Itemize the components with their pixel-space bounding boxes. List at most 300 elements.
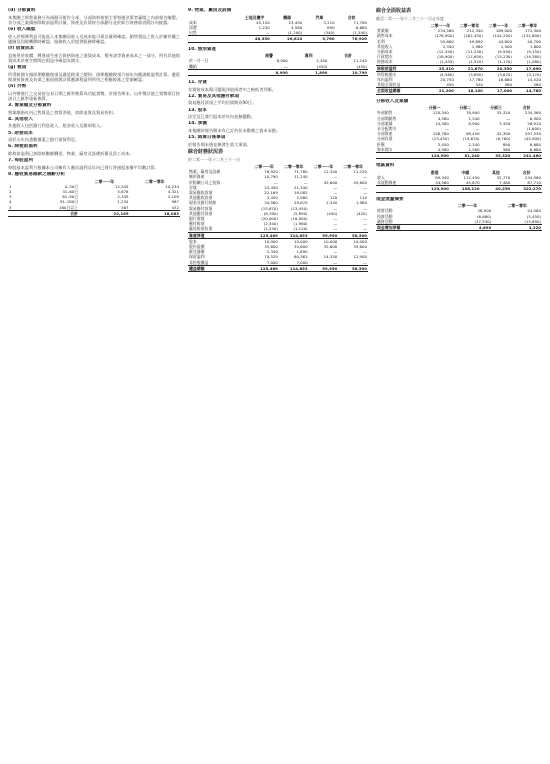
table-total-row (188, 69, 368, 75)
cell-value: 1,600 (529, 43, 541, 49)
section-heading: (f) 借貸成本 (8, 46, 35, 51)
cell-value: 1,890 (296, 249, 308, 255)
section-heading: 3. 營業額及分部資料 (8, 103, 52, 108)
row-label: 1 (9, 183, 12, 189)
cell-value: 二零一零年 (343, 164, 363, 169)
cell-value: 二零一零年 (507, 203, 527, 209)
cell-value: (6,780) (496, 136, 511, 142)
section-heading: 12. 貿易及其他應付款項 (188, 93, 240, 99)
cell-value: 32,770 (496, 175, 511, 181)
cell-value: 17,690 (513, 65, 542, 71)
cell-value: (18,900) (437, 54, 454, 60)
section-heading: 6. 除稅前溢利 (8, 144, 38, 150)
cell-value: 二零一零年 (517, 23, 538, 28)
cell-value: — (475, 126, 480, 132)
cell-value: 45,600 (323, 179, 338, 185)
cell-value: 34,560 (435, 180, 449, 186)
cell-value: (450) (326, 210, 338, 216)
cell-value: 3,220 (492, 225, 542, 231)
cashflow-table-block (376, 197, 542, 232)
section-paragraph: 每股基本盈利乃根據本公司擁有人應佔溢利及年內已發行普通股加權平均數計算。 (8, 164, 159, 170)
cell-value: 70,529 (264, 254, 278, 260)
geographic-table-title: 地區資料 (376, 163, 395, 169)
row-label: 分部間銷售 (377, 115, 397, 121)
cell-value: 14,520 (527, 77, 541, 83)
cell-value: 17,040 (484, 88, 513, 94)
cell-value: 分部三 (490, 105, 502, 111)
cell-value: 123,900 (419, 186, 450, 192)
row-label: 分部負債 (377, 136, 393, 142)
income-statement-subtitle: 截至二零一一年十二月三十一日止年度 (376, 16, 444, 21)
cell-value: 172,300 (524, 28, 541, 34)
cell-value: 11,240 (353, 58, 367, 64)
cell-value: 商譽 (265, 53, 273, 59)
row-label: 融資活動 (377, 218, 393, 224)
cell-value: 4,560 (437, 115, 449, 121)
row-label: 成本 (189, 19, 197, 25)
cell-value: — (506, 126, 511, 132)
cell-value: 45,600 (353, 179, 367, 185)
row-label: 除稅前溢利 (376, 65, 426, 71)
cell-value: 21,670 (455, 65, 484, 71)
cell-value: 合計 (522, 105, 531, 111)
cell-value: 20,750 (440, 77, 454, 83)
cell-value: 8,900 (468, 120, 480, 126)
cell-value: 3,450 (437, 141, 449, 147)
row-label: 貿易應付款項 (189, 205, 213, 211)
row-label: 其他應收款項 (189, 195, 213, 201)
cell-value: — (265, 30, 270, 36)
section-heading: 13. 股本 (188, 107, 207, 113)
cell-value: (18,000) (290, 216, 308, 222)
row-label: 3 (9, 194, 12, 200)
cell-value: 124,900 (419, 153, 450, 159)
cell-value: 二零一零年 (145, 178, 165, 184)
cell-value: 42,300 (496, 131, 511, 137)
cell-value: (3,890) (468, 71, 483, 77)
cell-value: (15,670) (261, 205, 278, 211)
table-total-row (376, 225, 542, 231)
cell-value: 1,900 (500, 43, 512, 49)
cell-value: 28,900 (477, 208, 492, 214)
cell-value: 7,000 (266, 259, 278, 265)
cell-value: 12,900 (353, 254, 367, 260)
cell-value: (15,670) (462, 136, 480, 142)
cell-value: 二零一一年 (430, 23, 451, 28)
row-label: 投資活動 (377, 213, 393, 219)
row-label: 遞延稅項負債 (189, 226, 213, 232)
cell-value: 1,980 (355, 200, 367, 206)
cell-value: 1,234 (117, 199, 129, 205)
row-label: 資本開支 (377, 146, 393, 152)
row-label: 現金增加淨額 (376, 225, 442, 231)
cell-value: 29,870 (293, 200, 308, 206)
cell-value: 26,810 (271, 36, 303, 42)
cell-value: 5,678 (117, 188, 129, 194)
cell-value: — (363, 226, 367, 232)
section-paragraph: 本集團之經營業務分為兩個可報告分部，分部資料按照主要營運決策者審閱之內部報告編製。各分部之業績按除稅前溢利計量，資產及負債按分部劃分並於綜合財務報表附註內披露。 (8, 14, 180, 25)
cell-value: 87,710 (527, 180, 541, 186)
cell-value: 10,790 (264, 174, 278, 180)
cell-value: (4,560) (439, 71, 454, 77)
cell-value: 234,560 (437, 28, 454, 34)
cell-value: 98,450 (465, 131, 480, 137)
section-paragraph: 其他收入包括銀行利息收入、租金收入及雜項收入。 (8, 123, 105, 129)
segment-table-title: 分部收入及業績 (376, 98, 409, 104)
cell-value: (1,600) (526, 126, 541, 132)
section-paragraph: 收入於經濟利益可能流入本集團而收入及成本能可靠計量時確認。銷售貨品之收入於擁有權之風險及回報轉移時確認，服務收入於提供服務時確認。 (8, 33, 180, 44)
cell-value: 40,250 (481, 186, 512, 192)
cell-value: (1,450) (439, 59, 454, 65)
cell-value: 2,340 (316, 58, 328, 64)
cell-value: 241,460 (511, 153, 542, 159)
cell-value: 2,345 (117, 194, 129, 200)
row-label: 權益總額 (188, 265, 249, 271)
row-label: 非流動資產 (377, 180, 397, 186)
balance-sheet-table (188, 164, 368, 272)
row-label (376, 186, 419, 192)
row-label: 銀行借貸 (189, 216, 205, 222)
row-label: 添置 (189, 25, 197, 30)
cell-value: (6,780) (263, 210, 278, 216)
cell-value: 二零一一年 (94, 178, 115, 184)
notes-sections (8, 8, 180, 170)
row-label: 存貨 (189, 184, 197, 190)
section-heading: (h) 外幣 (8, 84, 27, 89)
cell-value: 156,780 (432, 131, 449, 137)
cell-value: 專利 (304, 53, 313, 59)
cell-value: 1,980 (471, 43, 483, 49)
section-paragraph: 直接用於收購、興建或生產合資格資產之借貸成本，撥充該等資產成本之一部分。所有其他借貸成本於產生期間在損益中確認為開支。 (8, 52, 180, 63)
cell-value: — (333, 216, 338, 222)
cell-value: (23,450) (432, 136, 449, 142)
row-label (376, 153, 419, 159)
cell-value: 60,363 (293, 254, 308, 260)
cell-value: 3,450 (499, 120, 511, 126)
row-label: 分部資產 (377, 131, 393, 137)
row-label: 於一月一日 (189, 58, 209, 64)
section-paragraph: 須於五年內悉數償還之銀行借貸利息。 (8, 137, 80, 143)
section-heading: 15. 結算日後事項 (188, 135, 226, 141)
cell-value: (15,890) (524, 218, 541, 224)
row-label: 外部銷售 (377, 110, 393, 116)
cell-value: 10,000 (264, 238, 278, 244)
cell-value: (3,670) (497, 71, 512, 77)
cell-value: 4,321 (167, 188, 179, 194)
row-label: 貿易應收款項 (189, 190, 213, 196)
cell-value: 其他 (492, 169, 500, 175)
intangible-table (188, 53, 368, 76)
column-middle (188, 6, 368, 758)
row-label: 於附屬公司之投資 (189, 179, 221, 185)
row-label: 保留溢利 (189, 254, 205, 260)
section-heading: (g) 稅項 (8, 65, 27, 70)
row-label: 收入 (377, 175, 385, 181)
cell-value: 11,240 (293, 174, 308, 180)
income-statement-title: 綜合全面收益表 (376, 8, 412, 14)
cell-value: (1,230) (263, 226, 278, 232)
row-label: 其他全面收益 (377, 82, 401, 88)
cell-value: (1,080) (526, 59, 541, 65)
cell-value: — (333, 190, 338, 196)
cell-value: 450 (446, 82, 454, 88)
geographic-table-block (376, 163, 542, 192)
cell-value: 890 (502, 141, 511, 147)
cell-value: 44,800 (498, 38, 512, 44)
cell-value: 2,340 (468, 141, 480, 147)
cell-value: 二零一一年 (254, 164, 274, 169)
row-label: 行政開支 (377, 54, 393, 60)
cell-value: — (333, 226, 338, 232)
cell-value: — (274, 179, 278, 185)
cell-value: 0–30日 (64, 183, 79, 189)
cell-value: (11,230) (466, 49, 483, 55)
cell-value: 120 (329, 195, 338, 201)
cell-value: 180日以上 (58, 204, 79, 210)
row-label: 折舊 (377, 141, 385, 147)
cell-value: — (333, 249, 338, 255)
cell-value: (131,600) (521, 33, 541, 39)
cell-value: 2,340 (442, 43, 454, 49)
row-label: 股本 (189, 238, 197, 244)
section-paragraph: 於報告期末後並無發生重大事項。 (188, 141, 251, 147)
cell-value: 6,680 (355, 25, 367, 30)
section-paragraph: 以外幣進行之交易按交易日期之匯率換算為功能貨幣。於報告期末，以外幣計值之貨幣項目按該日之匯率重新換算。 (8, 90, 180, 101)
cell-value: 機器 (283, 14, 291, 20)
row-label: 其他收入 (377, 43, 393, 49)
cell-value: 21,200 (426, 88, 455, 94)
cell-value: 10,000 (353, 238, 367, 244)
cell-value: 土地及樓宇 (244, 14, 265, 20)
cell-value: 合計 (347, 14, 356, 20)
cell-value: 12,340 (323, 169, 338, 175)
cell-value: 二零一一年 (313, 164, 334, 169)
cell-value: 45,670 (465, 180, 480, 186)
ppe-table-block (188, 8, 368, 43)
cashflow-table-title: 現金流量摘要 (376, 196, 404, 202)
row-label: 資產淨值 (188, 232, 249, 238)
cell-value: 125,469 (249, 232, 279, 238)
section-heading: 4. 其他收入 (8, 116, 33, 122)
cell-value: 18,083 (130, 210, 180, 216)
cell-value: 987 (171, 199, 179, 205)
cell-value: 4,560 (291, 25, 303, 30)
cell-value: 二零一一年 (457, 203, 478, 209)
row-label: 攤銷 (189, 63, 197, 69)
row-label: 全面收益總額 (376, 88, 426, 94)
row-label: 年內溢利 (377, 77, 393, 83)
section-paragraph: 法定及已發行股本於年內並無變動。 (188, 114, 256, 120)
cell-value: 1,560 (468, 146, 480, 152)
cell-value: 158,120 (450, 186, 481, 192)
row-label: 4 (9, 199, 12, 205)
cell-value: — (333, 259, 338, 265)
cell-value: 10,000 (323, 238, 338, 244)
section-paragraph: 存貨按成本與可變現淨值兩者中之較低者列賬。 (188, 86, 276, 92)
row-label: 2 (9, 188, 12, 194)
cell-value: (1,170) (497, 59, 512, 65)
cell-value: (6,680) (477, 213, 492, 219)
cell-value: 297,530 (524, 131, 541, 137)
row-label: 5 (9, 204, 12, 210)
row-label: 應付稅項 (189, 221, 205, 227)
cell-value: — (363, 205, 367, 211)
cell-value: 香港 (430, 169, 439, 175)
cell-value: 59,950 (309, 232, 339, 238)
segment-table-block (376, 99, 542, 160)
cell-value: 46,350 (238, 36, 270, 42)
cell-value: (420) (356, 210, 367, 216)
cell-value: 234,560 (524, 110, 541, 116)
cell-value: 71,780 (293, 169, 308, 175)
row-label: 匯兌儲備 (189, 249, 205, 255)
cell-value: 1,230 (258, 25, 270, 30)
cell-value: 6,680 (529, 141, 541, 147)
cell-value: (450) (356, 63, 367, 69)
cell-value: — (363, 174, 367, 180)
cell-value: 260 (533, 82, 541, 88)
row-label: 現金及銀行結餘 (189, 200, 217, 206)
cell-value: 14,560 (435, 120, 449, 126)
cell-value: 35,600 (264, 244, 278, 250)
ppe-table-title: 9. 物業、廠房及設備 (188, 8, 232, 13)
cell-value: 3,450 (266, 195, 278, 201)
cell-value: 81,240 (450, 153, 481, 159)
cell-value: 58,500 (338, 232, 368, 238)
cell-value: 分部一 (428, 105, 441, 111)
ppe-table (188, 15, 368, 43)
cell-value: 分部二 (459, 105, 472, 111)
section-heading: 11. 存貨 (188, 80, 207, 86)
row-label: 股份溢價 (189, 244, 205, 250)
section-paragraph: 營業額指年內已售貨品之發票淨值，扣除退貨及貿易折扣。 (8, 109, 117, 115)
table-total-row (188, 36, 368, 42)
cell-value: 6,900 (529, 115, 541, 121)
cell-value: 58,500 (338, 265, 368, 271)
cell-value: 11,230 (353, 169, 367, 175)
notes-sections-middle (188, 80, 368, 147)
cell-value: — (363, 184, 367, 190)
table-total-row (8, 210, 180, 216)
row-label: 銷售成本 (377, 33, 393, 39)
cell-value: 20,350 (484, 65, 513, 71)
cell-value: — (363, 190, 367, 196)
cell-value: 中國 (461, 169, 470, 175)
cell-value: 35,600 (323, 244, 338, 250)
cell-value: — (333, 221, 338, 227)
cell-value: (45,900) (524, 136, 541, 142)
cell-value: — (283, 63, 288, 69)
cell-value: 23,450 (288, 19, 303, 25)
column-left (8, 6, 180, 758)
cell-value: 二零一零年 (459, 23, 480, 28)
cell-value: 22,169 (264, 190, 278, 196)
cell-value: (5,890) (293, 210, 308, 216)
row-label (188, 69, 249, 75)
cell-value: 10,000 (293, 238, 308, 244)
cell-value: — (333, 184, 338, 190)
cell-value: (1,980) (293, 221, 308, 227)
cell-value: — (363, 216, 367, 222)
cell-value: 49,890 (469, 38, 483, 44)
cell-value: (17,650) (466, 54, 483, 60)
cell-value: (1,120) (293, 226, 308, 232)
cell-value: 114,853 (279, 232, 309, 238)
table-total-row (376, 186, 542, 192)
cell-value: 3,760 (303, 36, 335, 42)
cell-value: 2,109 (167, 194, 179, 200)
cell-value: (13,450) (290, 205, 308, 211)
cell-value: 23,450 (264, 184, 278, 190)
cell-value: (2,340) (263, 221, 278, 227)
cell-value: 2,980 (296, 195, 308, 201)
row-label: 物業、廠房及設備 (189, 169, 221, 175)
income-statement-block (376, 8, 542, 95)
cell-value: 560 (502, 146, 511, 152)
cell-value: 8,900 (276, 58, 288, 64)
cell-value: 7,000 (296, 259, 308, 265)
cell-value: 189,000 (495, 28, 512, 34)
cell-value: 76,920 (264, 169, 278, 175)
section-heading: 14. 承擔 (188, 121, 207, 127)
segment-table (376, 105, 542, 159)
cell-value: (15,230) (495, 54, 512, 60)
cell-value: 1,890 (289, 69, 329, 75)
row-label: 營業額 (377, 28, 389, 34)
section-paragraph: 所得稅開支指即期應繳稅項及遞延稅項之總和。即期應繳稅項乃按年內應課稅溢利計算。遞延稅項按資產及負債之賬面值與計算應課稅溢利所用之相應稅基之差額確認。 (8, 71, 180, 82)
section-heading: 5. 財務成本 (8, 130, 33, 136)
cell-value: 4,690 (442, 225, 492, 231)
balance-sheet-title: 綜合財務狀況表 (188, 149, 224, 155)
cell-value: 432 (171, 204, 179, 210)
cell-value: (340) (324, 30, 335, 36)
cell-value: 89,340 (435, 175, 449, 181)
cell-value: 212,340 (466, 28, 483, 34)
cell-value: — (506, 115, 511, 121)
cell-value: 6,680 (529, 146, 541, 152)
table-total-row (188, 265, 368, 271)
cell-value: (144,200) (492, 33, 512, 39)
cell-value: 2,340 (468, 115, 480, 121)
cell-value: 360 (504, 82, 512, 88)
cell-value: 125,469 (249, 265, 279, 271)
cell-value: 322,270 (511, 186, 542, 192)
cell-value: 18,100 (455, 88, 484, 94)
cell-value: — (333, 174, 338, 180)
cell-value: 10,790 (328, 69, 368, 75)
aging-table-block (8, 172, 180, 217)
balance-sheet-block (188, 149, 368, 272)
income-statement-table (376, 23, 542, 95)
cell-value: — (303, 179, 308, 185)
intangible-table-title: 10. 無形資產 (188, 46, 217, 52)
section-heading: (d) 分部資料 (8, 8, 36, 13)
cell-value: (178,900) (434, 33, 454, 39)
intangible-table-block (188, 47, 368, 76)
cell-value: (162,450) (463, 33, 483, 39)
cell-value: 45,120 (256, 19, 270, 25)
row-label: 經營活動 (377, 208, 393, 214)
cell-value: 35,600 (293, 244, 308, 250)
cell-value: — (444, 126, 449, 132)
row-label: 出售 (189, 30, 197, 36)
cell-value: 34,560 (264, 200, 278, 206)
cell-value: 2,340 (326, 200, 338, 206)
cell-value: 40,700 (527, 38, 541, 44)
geographic-table (376, 170, 542, 193)
table-total-row (376, 153, 542, 159)
row-label: 財務成本 (377, 59, 393, 65)
